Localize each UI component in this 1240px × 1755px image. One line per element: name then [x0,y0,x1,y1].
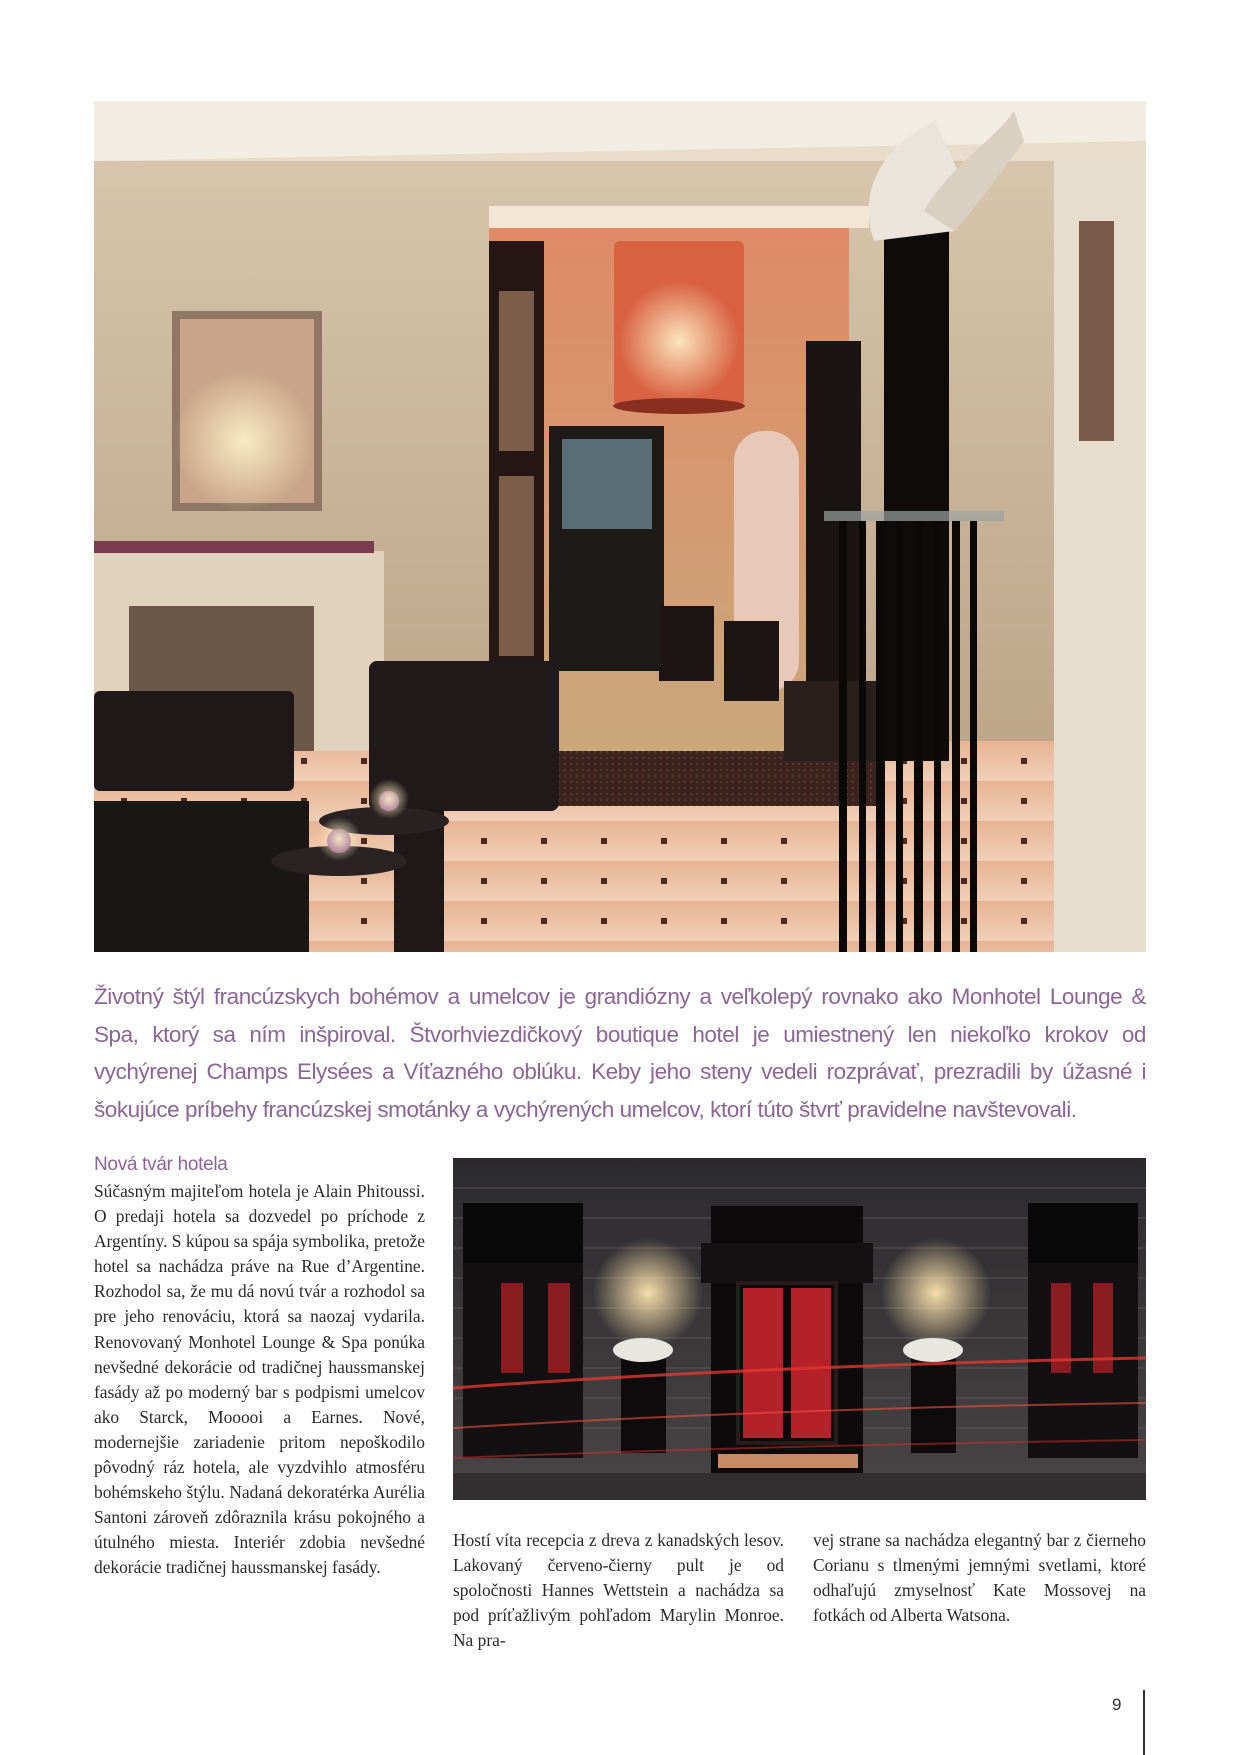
facade-illustration [453,1158,1146,1500]
page-number-rule [1143,1690,1145,1755]
hero-photo [94,101,1146,952]
body-column-left: Súčasným majiteľom hotela je Alain Phitoussi. O predaji hotela sa dozvedel po príchode z Argentíny. S kúpou sa spája symbolika, pretože hotel sa nachádza práve na Rue d’Argentine. Rozhodol sa, že mu dá novú tvár a rozhodol sa pre jeho renováciu, ktorá sa naozaj vydarila. Renovovaný Monhotel Lounge & Spa ponúka nevšedné dekorácie od tradičnej haussmanskej fasády až po moderný bar s podpismi umelcov ako Starck, Mooooi a Earnes. Nové, modernejšie zariadenie pritom nepoškodilo pôvodný ráz hotela, ale vyzdvihlo atmosféru bohémskeho štýlu. Nadaná dekoratérka Aurélia Santoni zároveň zdôraznila krásu pokojného a útulného miesta. Interiér zdobia nevšedné dekorácie tradičnej haussmanskej fasády. [94,1181,425,1578]
body-column-middle: Hostí víta recepcia z dreva z kanadských lesov. Lakovaný červeno-čierny pult je od spoločnosti Hannes Wettstein a nachádza sa pod príťažlivým pohľadom Marylin Monroe. Na pra- [453,1530,784,1651]
intro-paragraph: Životný štýl francúzskych bohémov a umelcov je grandiózny a veľkolepý rovnako ako Monhotel Lounge & Spa, ktorý sa ním inšpiroval. Štvorhviezdičkový boutique hotel je umiestnený len niekoľko krokov od vychýrenej Champs Elysées a Víťazného oblúku. Keby jeho steny vedeli rozprávať, prezradili by úžasné i šokujúce príbehy francúzskej smotánky a vychýrených umelcov, ktorí túto štvrť pravidelne navštevovali. [94,984,1146,1122]
body-column-right: vej strane sa nachádza elegantný bar z čierneho Corianu s tlmenými jemnými svetlami, ktoré odhaľujú zmyselnosť Kate Mossovej na fotkách od Alberta Watsona. [813,1530,1146,1626]
section-heading: Nová tvár hotela [94,1154,228,1175]
lobby-illustration [94,101,1146,952]
page-number: 9 [1112,1695,1122,1714]
facade-photo [453,1158,1146,1500]
